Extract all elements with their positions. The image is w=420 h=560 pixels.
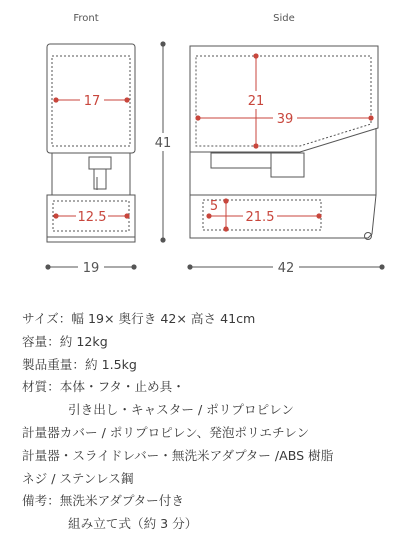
front-dispenser-head	[89, 157, 111, 169]
spec-notes: 備考：無洗米アダプター付き	[22, 493, 184, 509]
front-neck	[52, 153, 130, 195]
side-drawer-depth-dimension	[206, 207, 321, 225]
overall-height-dimension	[154, 41, 172, 242]
spec-scale-cover: 計量器カバー / ポリプロピレン、発泡ポリエチレン	[22, 424, 310, 440]
side-top-body	[190, 46, 378, 152]
spec-screws: ネジ / ステンレス鋼	[22, 470, 134, 486]
spec-size: サイズ：幅 19× 奥行き 42× 高さ 41cm	[22, 311, 256, 326]
side-height-label: 21	[247, 94, 265, 109]
front-overall-width-dimension	[45, 258, 136, 276]
front-view-label: Front	[73, 13, 99, 24]
side-drawer-depth-label: 21.5	[245, 210, 275, 225]
spec-notes-continued: 組み立て式（約 3 分）	[68, 516, 198, 532]
spec-material: 材質：本体・フタ・止め具・	[22, 379, 185, 395]
side-depth-dimension	[195, 109, 373, 127]
side-overall-depth-dimension	[187, 258, 384, 276]
side-inner-container	[196, 56, 371, 146]
overall-height-label: 41	[154, 136, 172, 151]
front-overall-width-label: 19	[82, 261, 100, 276]
side-drawer-height-label: 5	[209, 199, 219, 214]
side-overall-depth-label: 42	[277, 261, 295, 276]
front-drawer-width-dimension	[53, 207, 129, 225]
front-dispenser-lever	[94, 169, 106, 189]
spec-scale-parts: 計量器・スライドレバー・無洗米アダプター /ABS 樹脂	[22, 447, 334, 463]
spec-capacity: 容量：約 12kg	[22, 333, 108, 349]
side-drawer-height-dimension	[210, 198, 229, 231]
side-view-label: Side	[273, 13, 295, 24]
product-spec-list	[22, 308, 414, 536]
side-mechanism-bar	[211, 153, 271, 168]
side-mid-body	[190, 128, 376, 195]
side-dispenser	[271, 153, 304, 177]
front-width-dimension	[53, 91, 129, 109]
side-height-dimension	[245, 53, 267, 148]
side-depth-label: 39	[276, 112, 294, 127]
front-drawer-width-label: 12.5	[77, 210, 107, 225]
spec-material-continued: 引き出し・キャスター / ポリプロピレン	[68, 402, 295, 418]
front-base	[47, 237, 135, 242]
spec-weight: 製品重量：約 1.5kg	[22, 356, 137, 372]
side-view-drawing	[190, 46, 378, 240]
front-width-label: 17	[83, 94, 101, 109]
